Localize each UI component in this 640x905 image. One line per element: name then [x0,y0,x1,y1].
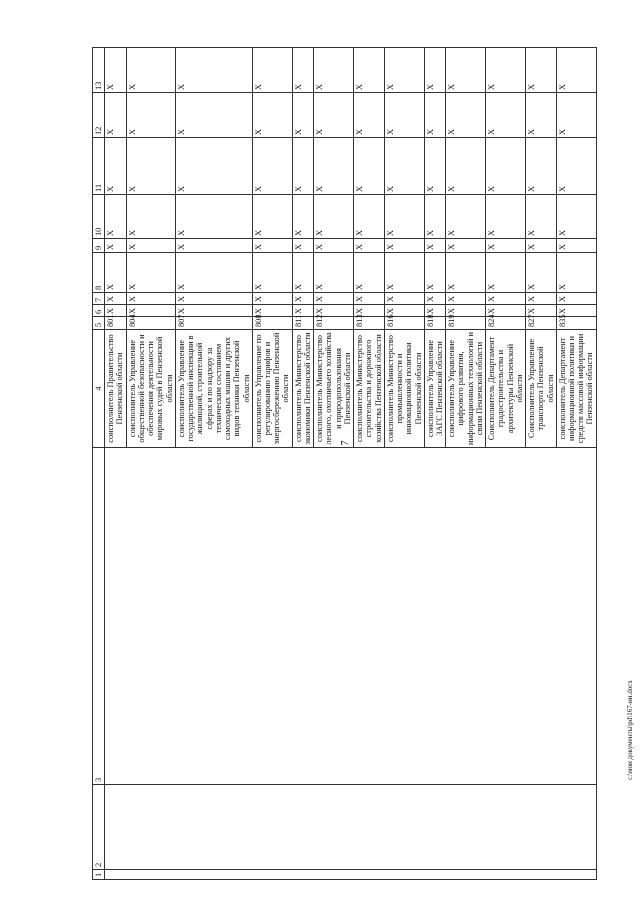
table-header-row [93,48,105,880]
mark-cell-c11: Х [292,138,313,195]
mark-cell-c12: Х [424,93,445,138]
mark-cell-c9: Х [384,239,424,253]
mark-cell-c11: Х [424,138,445,195]
header-col-6: 6 [93,305,105,317]
code-cell: 827 [526,317,557,330]
mark-cell-c7: Х [446,293,486,305]
mark-cell-c10: Х [314,195,354,239]
mark-cell-c9: Х [354,239,385,253]
mark-cell-c9: Х [424,239,445,253]
header-col-12: 12 [93,93,105,138]
mark-cell-c8: Х [526,253,557,293]
code-cell: 804 [126,317,175,330]
executor-name-cell: Соисполнитель Управление транспорта Пензенской области [526,330,557,448]
mark-cell-c11: Х [126,138,175,195]
executor-name-cell: Соисполнитель Департамент градостроительства и архитектуры Пензенской области [486,330,526,448]
mark-cell-c12: Х [314,93,354,138]
executor-name-cell: соисполнитель Министерство экономики Пензенской области [292,330,313,448]
mark-cell-c10: Х [556,195,596,239]
mark-cell-c7: Х [292,293,313,305]
mark-cell-c13: Х [486,48,526,93]
mark-cell-c6: Х [384,305,424,317]
mark-cell-c11: Х [175,138,252,195]
mark-cell-c12: Х [556,93,596,138]
mark-cell-c13: Х [384,48,424,93]
mark-cell-c6: Х [526,305,557,317]
mark-cell-c9: Х [252,239,292,253]
mark-cell-c9: Х [314,239,354,253]
executor-name-cell: соисполнитель Департамент информационной политики и средств массовой информации Пензенской области [556,330,596,448]
mark-cell-c9: Х [556,239,596,253]
mark-cell-c11: Х [556,138,596,195]
table-row [105,48,126,880]
mark-cell-c11: Х [354,138,385,195]
code-cell: 808 [252,317,292,330]
header-col-5: 5 [93,317,105,330]
mark-cell-c7: Х [384,293,424,305]
mark-cell-c13: Х [556,48,596,93]
mark-cell-c7: Х [424,293,445,305]
mark-cell-c11: Х [486,138,526,195]
footer-file-path: c:\мои документы\pd\167-ии.docx [626,680,634,780]
mark-cell-c6: Х [446,305,486,317]
mark-cell-c7: Х [314,293,354,305]
mark-cell-c10: Х [526,195,557,239]
mark-cell-c8: Х [424,253,445,293]
mark-cell-c10: Х [486,195,526,239]
mark-cell-c6: Х [486,305,526,317]
header-col-4: 4 [93,330,105,448]
code-cell: 807 [175,317,252,330]
mark-cell-c10: Х [105,195,126,239]
header-col-1: 1 [93,870,105,880]
mark-cell-c9: Х [126,239,175,253]
mark-cell-c13: Х [105,48,126,93]
mark-cell-c6: Х [314,305,354,317]
mark-cell-c8: Х [175,253,252,293]
mark-cell-c12: Х [292,93,313,138]
mark-cell-c6: Х [252,305,292,317]
col-1-merged-cell [105,870,596,880]
mark-cell-c12: Х [354,93,385,138]
mark-cell-c11: Х [526,138,557,195]
mark-cell-c8: Х [384,253,424,293]
mark-cell-c6: Х [105,305,126,317]
header-col-2: 2 [93,785,105,870]
mark-cell-c11: Х [446,138,486,195]
code-cell: 811 [292,317,313,330]
mark-cell-c11: Х [252,138,292,195]
code-cell: 824 [486,317,526,330]
rotated-table-wrapper [92,48,595,880]
executor-name-cell: соисполнитель Управление ЗАГС Пензенской области [424,330,445,448]
mark-cell-c13: Х [175,48,252,93]
header-col-9: 9 [93,239,105,253]
mark-cell-c11: Х [384,138,424,195]
mark-cell-c13: Х [424,48,445,93]
executor-name-cell: соисполнитель Министерство строительства и дорожного хозяйства Пензенской области [354,330,385,448]
mark-cell-c6: Х [175,305,252,317]
mark-cell-c12: Х [526,93,557,138]
mark-cell-c8: Х [446,253,486,293]
mark-cell-c9: Х [292,239,313,253]
executor-name-cell: соисполнитель Правительство Пензенской области [105,330,126,448]
mark-cell-c13: Х [526,48,557,93]
code-cell: 813 [354,317,385,330]
mark-cell-c10: Х [446,195,486,239]
mark-cell-c7: Х [486,293,526,305]
mark-cell-c6: Х [292,305,313,317]
mark-cell-c10: Х [384,195,424,239]
mark-cell-c10: Х [354,195,385,239]
mark-cell-c6: Х [424,305,445,317]
mark-cell-c11: Х [105,138,126,195]
mark-cell-c8: Х [354,253,385,293]
header-col-10: 10 [93,195,105,239]
mark-cell-c7: Х [126,293,175,305]
mark-cell-c8: Х [126,253,175,293]
code-cell: 801 [105,317,126,330]
executor-name-cell: соисполнитель Управление по регулированию тарифов и энергосбережению Пензенской области [252,330,292,448]
landscape-page [92,48,595,880]
mark-cell-c10: Х [292,195,313,239]
mark-cell-c8: Х [252,253,292,293]
mark-cell-c13: Х [446,48,486,93]
executor-name-cell: соисполнитель Министерство лесного, охотничьего хозяйства и природопользования Пензенской области [314,330,354,448]
mark-cell-c6: Х [556,305,596,317]
executor-name-cell: соисполнитель Управление общественной безопасности и обеспечения деятельности мировых судей в Пензенской области [126,330,175,448]
mark-cell-c7: Х [526,293,557,305]
mark-cell-c13: Х [292,48,313,93]
header-col-3: 3 [93,448,105,785]
mark-cell-c10: Х [126,195,175,239]
code-cell: 812 [314,317,354,330]
mark-cell-c13: Х [252,48,292,93]
mark-cell-c12: Х [105,93,126,138]
mark-cell-c7: Х [354,293,385,305]
data-table [92,47,597,880]
mark-cell-c7: Х [556,293,596,305]
mark-cell-c6: Х [354,305,385,317]
header-col-7: 7 [93,293,105,305]
executor-name-cell: соисполнитель Управление цифрового развития, информационных технологий и связи Пензенской области [446,330,486,448]
mark-cell-c8: Х [105,253,126,293]
header-col-13: 13 [93,48,105,93]
mark-cell-c12: Х [252,93,292,138]
mark-cell-c12: Х [126,93,175,138]
mark-cell-c7: Х [175,293,252,305]
mark-cell-c8: Х [556,253,596,293]
mark-cell-c8: Х [486,253,526,293]
mark-cell-c13: Х [314,48,354,93]
header-col-11: 11 [93,138,105,195]
mark-cell-c12: Х [486,93,526,138]
mark-cell-c12: Х [446,93,486,138]
code-cell: 835 [556,317,596,330]
table-body [105,48,596,880]
mark-cell-c12: Х [175,93,252,138]
executor-name-cell: соисполнитель Управление государственной инспекции в жилищной, строительной сферах и по надзору за техническим состоянием самоходных машин и других видов техники Пензенской области [175,330,252,448]
mark-cell-c6: Х [126,305,175,317]
mark-cell-c8: Х [314,253,354,293]
code-cell: 819 [446,317,486,330]
mark-cell-c9: Х [446,239,486,253]
code-cell: 816 [384,317,424,330]
mark-cell-c9: Х [526,239,557,253]
col-3-merged-cell [105,448,596,785]
mark-cell-c7: Х [252,293,292,305]
mark-cell-c9: Х [486,239,526,253]
mark-cell-c10: Х [424,195,445,239]
mark-cell-c9: Х [175,239,252,253]
mark-cell-c7: Х [105,293,126,305]
header-col-8: 8 [93,253,105,293]
mark-cell-c13: Х [126,48,175,93]
col-2-merged-cell [105,785,596,870]
code-cell: 818 [424,317,445,330]
executor-name-cell: соисполнитель Министерство промышленности и инновационной политики Пензенской области [384,330,424,448]
mark-cell-c8: Х [292,253,313,293]
mark-cell-c13: Х [354,48,385,93]
mark-cell-c12: Х [384,93,424,138]
mark-cell-c11: Х [314,138,354,195]
mark-cell-c9: Х [105,239,126,253]
mark-cell-c10: Х [252,195,292,239]
mark-cell-c10: Х [175,195,252,239]
page-number: 7 [340,440,351,446]
